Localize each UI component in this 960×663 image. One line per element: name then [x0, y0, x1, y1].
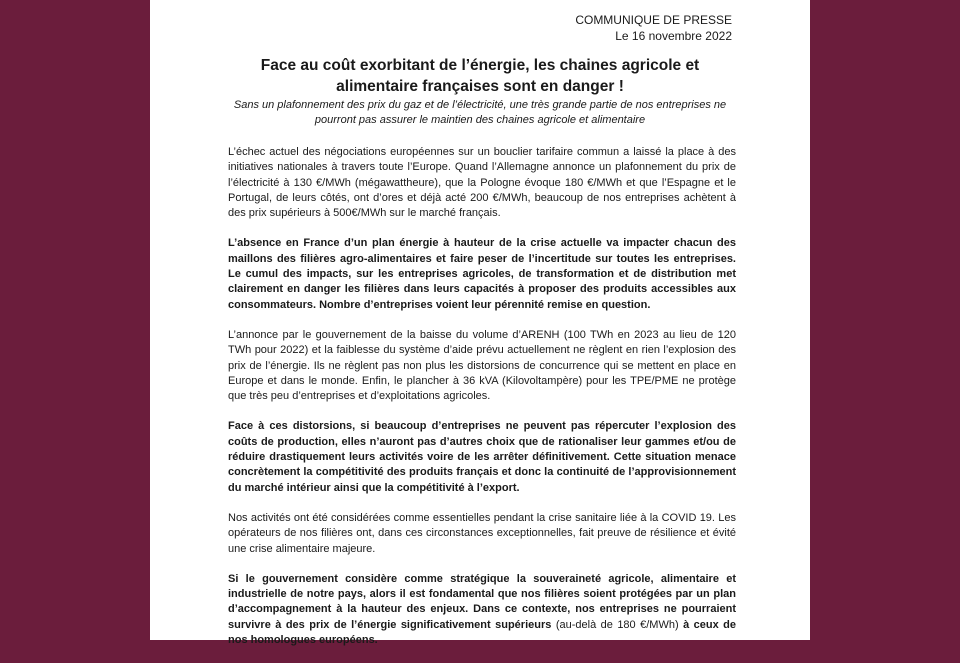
paragraph-6-part-1: Si le gouvernement considère comme stratégique la souveraineté agricole, alimentaire et industrielle de notre pays, alors il est fondamental que nos filières soient protégées par un plan d’accompagnement à la hauteur des enjeux. Dans ce contexte, nos entreprises ne pourraient survivre à des prix de l’énergie significativement supérieurs — [228, 572, 736, 631]
release-date: Le 16 novembre 2022 — [615, 29, 732, 43]
paragraph-2: L’absence en France d’un plan énergie à hauteur de la crise actuelle va impacter chacun des maillons des filières agro-alimentaires et faire peser de l’incertitude sur toutes les entreprises. Le cumul des impacts, sur les entreprises agricoles, de transformation et de distribution met clairement en danger les filières dans leurs capacités à proposer des produits accessibles aux consommateurs. Nombre d’entreprises voient leur pérennité remise en question. — [228, 237, 736, 311]
paragraph-5: Nos activités ont été considérées comme essentielles pendant la crise sanitaire liée à la COVID 19. Les opérateurs de nos filières ont, dans ces circonstances exceptionnelles, fait preuve de résilience et évité une crise alimentaire majeure. — [228, 511, 736, 555]
document-page — [150, 0, 810, 647]
press-release-label: COMMUNIQUE DE PRESSE — [575, 13, 732, 27]
header-block — [575, 12, 732, 44]
document-body — [228, 145, 736, 663]
paragraph-3: L’annonce par le gouvernement de la baisse du volume d’ARENH (100 TWh en 2023 au lieu de 120 TWh pour 2022) et la faiblesse du système d’aide prévu actuellement ne règlent en rien l’explosion des prix de l’énergie. Ils ne règlent pas non plus les distorsions de concurrence qui se mettent en place en Europe et dans le monde. Enfin, le plancher à 36 kVA (Kilovoltampère) pour les TPE/PME ne protège que très peu d’entreprises et d’exploitations agricoles. — [228, 328, 736, 403]
subtitle-line-1: Sans un plafonnement des prix du gaz et de l’électricité, une très grande partie de nos entreprises ne — [233, 99, 727, 111]
paragraph-4: Face à ces distorsions, si beaucoup d’entreprises ne peuvent pas répercuter l’explosion des coûts de production, elles n’auront pas d’autres choix que de rationaliser leur gammes et/ou de réduire drastiquement leurs activités voire de les arrêter définitivement. Cette situation menace concrètement la compétitivité des produits français et donc la continuité de l’approvisionnement du marché intérieur ainsi que la compétitivité à l’export. — [228, 420, 736, 494]
document-title — [220, 55, 740, 97]
document-subtitle — [210, 98, 750, 128]
title-line-1: Face au coût exorbitant de l’énergie, les chaines agricole et — [260, 57, 700, 74]
paragraph-6-part-2: (au-delà de 180 €/MWh) — [555, 618, 679, 631]
title-line-2: alimentaire françaises sont en danger ! — [336, 78, 624, 95]
subtitle-line-2: pourront pas assurer le maintien des chaines agricole et alimentaire — [314, 114, 646, 126]
paragraph-6-part-3: à ceux de nos homologues européens. — [228, 618, 736, 647]
paragraph-1: L’échec actuel des négociations européennes sur un bouclier tarifaire commun a laissé la place à des initiatives nationales à travers toute l’Europe. Quand l’Allemagne annonce un plafonnement du prix de l’électricité à 130 €/MWh (mégawattheure), que la Pologne évoque 180 €/MWh et que l’Espagne et le Portugal, de leurs côtés, ont d’ores et déjà acté 200 €/MWh, beaucoup de nos entreprises achètent à des prix supérieurs à 500€/MWh sur le marché français. — [228, 146, 736, 220]
paragraph-6 — [228, 572, 736, 648]
